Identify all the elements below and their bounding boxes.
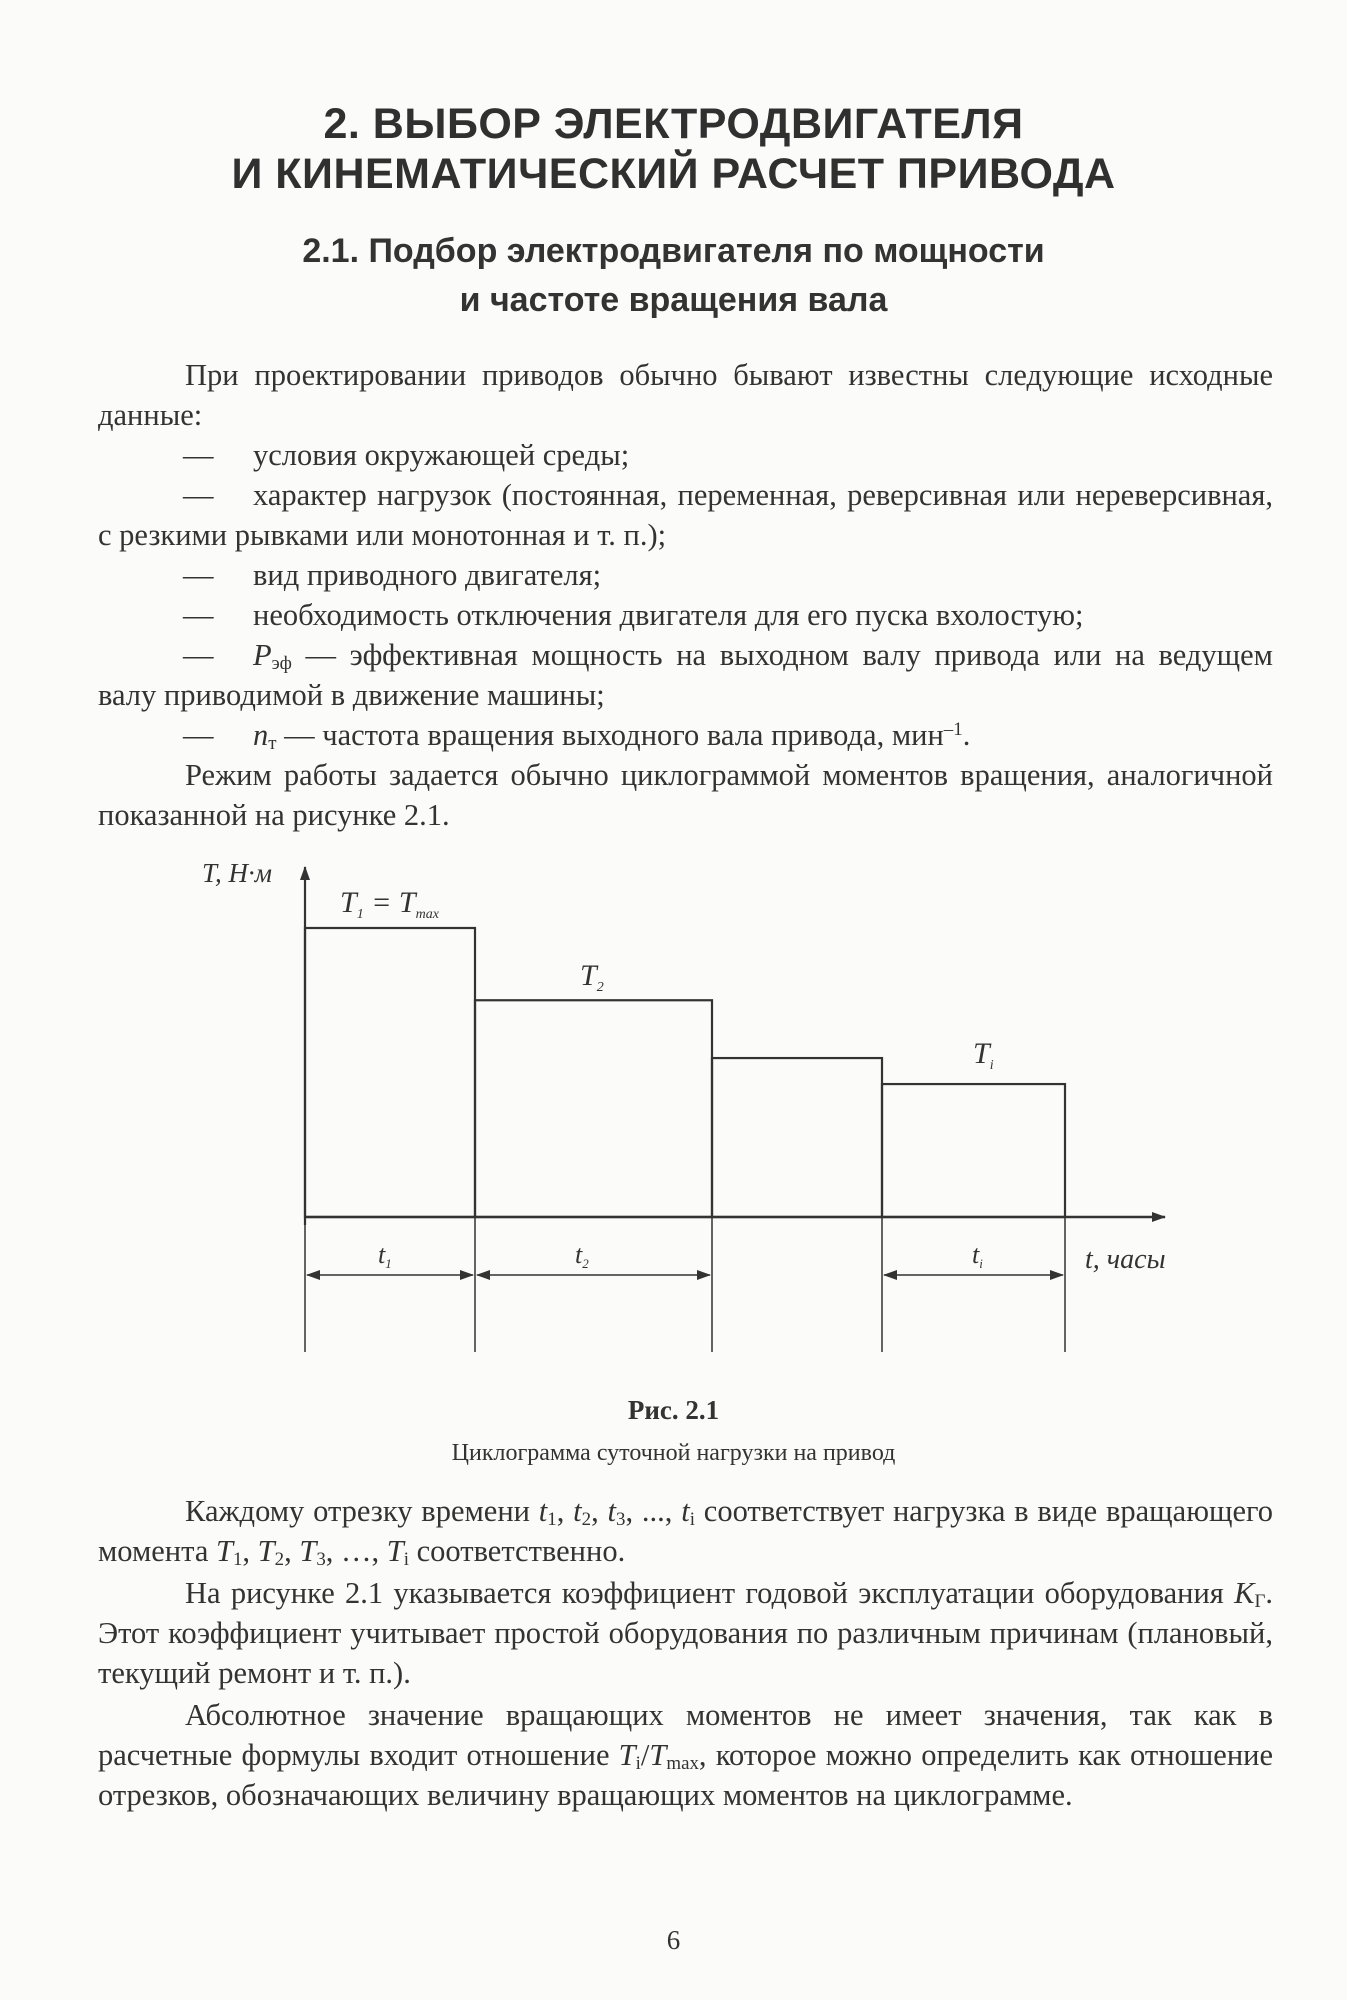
- label-ti: ti: [972, 1240, 983, 1271]
- list-dash: —: [183, 438, 214, 472]
- symbol-subscript: эф: [271, 653, 292, 674]
- page-number: 6: [666, 1925, 681, 1955]
- list-dash: —: [183, 558, 214, 592]
- list-item-text: необходимость отключения двигателя для его пуска вхолостую;: [253, 598, 1084, 632]
- list-item-text: вид приводного двигателя;: [253, 558, 602, 592]
- list-dash: —: [183, 478, 214, 512]
- paragraph-time-segments: Каждому отрезку времени $t_1$, $t_2$, $t_3$, ..., $t_i$ соответствует нагрузка в виде вращающего момента $T_1$, $T_2$, $T_3$, …, $T_i$ соответственно.: [98, 1494, 1274, 1570]
- label-t1: t1: [378, 1240, 392, 1271]
- symbol-subscript: т: [268, 733, 277, 754]
- section-title-line2: и частоте вращения вала: [459, 281, 888, 319]
- list-item: [98, 475, 1273, 555]
- section-title-line1: 2.1. Подбор электродвигателя по мощности: [302, 232, 1045, 270]
- list-item: [98, 635, 1273, 715]
- torque-step-ti: [882, 1084, 1065, 1217]
- torque-steps: [305, 928, 1065, 1217]
- list-dash: —: [183, 598, 214, 632]
- symbol-n: n: [253, 718, 269, 752]
- list-dash: —: [183, 718, 214, 752]
- mode-paragraph: Режим работы задается обычно циклограммой моментов вращения, аналогичной показанной на рисунке 2.1.: [98, 758, 1273, 832]
- figure-caption-title: Рис. 2.1: [627, 1395, 720, 1425]
- list-item: [98, 555, 1273, 595]
- list-item-text: [98, 635, 1273, 715]
- list-item-body: — эффективная мощность на выходном валу привода или на ведущем валу приводимой в движение машины;: [98, 638, 1273, 712]
- paragraph-torque-ratio: Абсолютное значение вращающих моментов не имеет значения, так как в расчетные формулы входит отношение $T_i/T_{max}$, которое можно определить как отношение отрезков, обозначающих величину вращающих моментов на циклограмме.: [98, 1698, 1273, 1812]
- symbol-P: P: [253, 638, 272, 672]
- list-dash: —: [183, 638, 214, 672]
- y-axis-label: T, Н·м: [202, 858, 272, 888]
- list-item-text: характер нагрузок (постоянная, переменная, реверсивная или нереверсивная, с резкими рывками или монотонная и т. п.);: [98, 478, 1273, 552]
- label-t2: t2: [575, 1240, 589, 1271]
- torque-step-t2: [475, 1000, 712, 1217]
- list-item: [98, 435, 1273, 475]
- intro-paragraph: При проектировании приводов обычно бывают известны следующие исходные данные:: [98, 358, 1273, 432]
- label-T2: $T_2$: [580, 959, 604, 995]
- torque-step-t3: [712, 1058, 882, 1217]
- unit-superscript: –1: [943, 719, 963, 740]
- chapter-title-line2: И КИНЕМАТИЧЕСКИЙ РАСЧЕТ ПРИВОДА: [231, 150, 1116, 198]
- list-item-end: .: [962, 718, 971, 752]
- list-item-text: условия окружающей среды;: [253, 438, 630, 472]
- cyclogram-chart: [0, 840, 1347, 1400]
- x-axis-label: t, часы: [1085, 1244, 1166, 1275]
- torque-step-t1: [305, 928, 475, 1217]
- list-item-text: [98, 715, 1273, 755]
- list-item: [98, 715, 1273, 755]
- figure-caption-subtitle: Циклограмма суточной нагрузки на привод: [451, 1440, 896, 1466]
- list-item-body: — частота вращения выходного вала привода, мин: [276, 718, 944, 752]
- chapter-title-line1: 2. ВЫБОР ЭЛЕКТРОДВИГАТЕЛЯ: [323, 100, 1024, 148]
- paragraph-annual-coefficient: На рисунке 2.1 указывается коэффициент годовой эксплуатации оборудования $K_Г$. Этот коэффициент учитывает простой оборудования по различным причинам (плановый, текущий ремонт и т. п.).: [98, 1576, 1273, 1690]
- list-item: [98, 595, 1273, 635]
- label-Ti: $T_i$: [973, 1037, 994, 1073]
- label-T1-Tmax: $T_1 = T_{max}$: [340, 886, 439, 922]
